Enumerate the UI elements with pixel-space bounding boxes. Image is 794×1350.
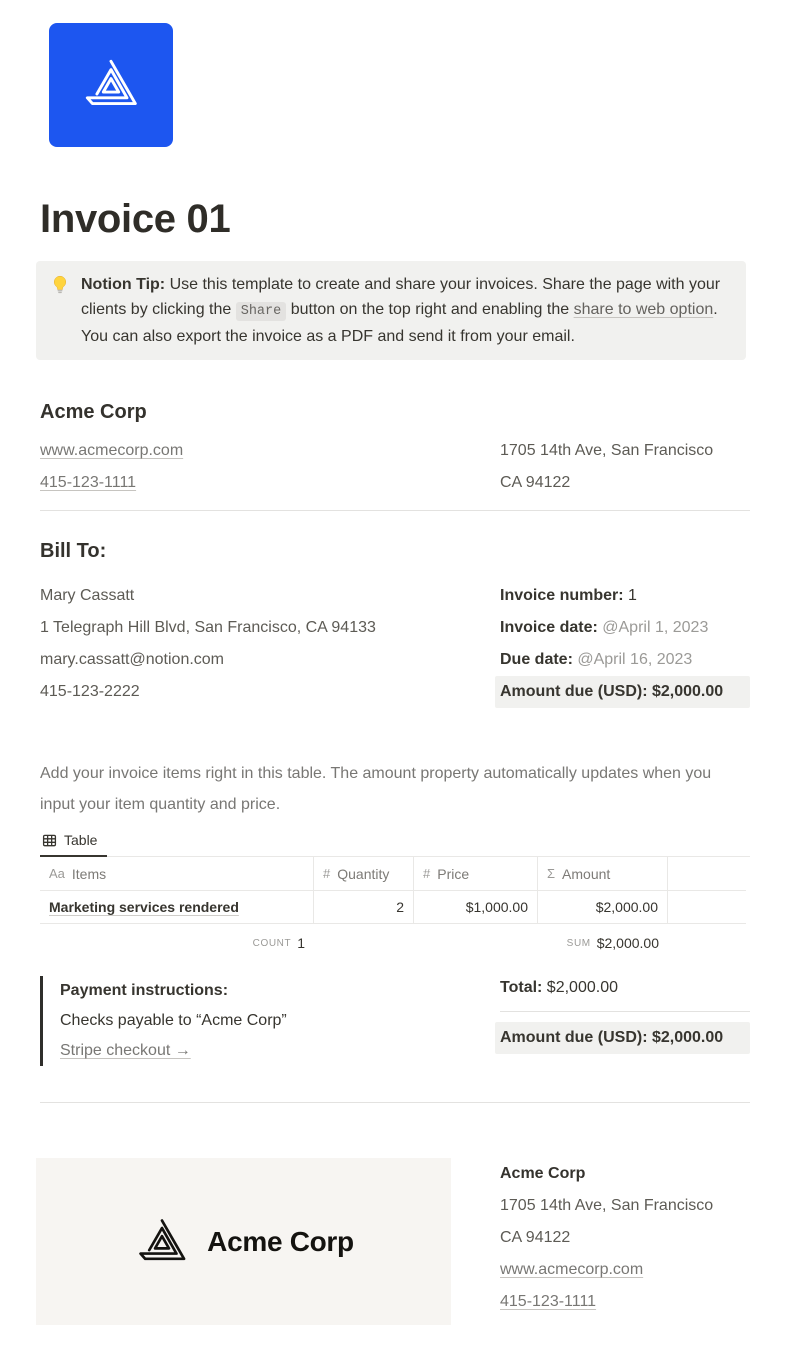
cell-amount[interactable] [537, 891, 667, 924]
client-name: Mary Cassatt [40, 587, 135, 604]
invoice-meta-col [500, 580, 750, 708]
footer-address-line2: CA 94122 [500, 1229, 571, 1246]
column-header-price[interactable] [413, 857, 537, 891]
company-contact-col [40, 435, 500, 499]
column-header-empty [667, 857, 746, 891]
database-view-tabs [40, 828, 750, 857]
number-type-icon: # [423, 866, 431, 881]
amount-due-value: $2,000.00 [647, 1029, 724, 1046]
row-title[interactable]: Marketing services rendered [49, 899, 239, 915]
notion-tip-callout [36, 261, 746, 360]
total-value: $2,000.00 [542, 979, 618, 996]
total-label: Total: [500, 979, 543, 996]
payment-instructions-line: Checks payable to “Acme Corp” [60, 1012, 287, 1029]
company-info-row [40, 435, 750, 499]
page-icon[interactable] [49, 23, 173, 147]
divider [40, 510, 750, 511]
tab-table-view[interactable] [40, 828, 107, 857]
calc-empty [667, 924, 746, 960]
payment-instructions-heading: Payment instructions: [60, 982, 229, 999]
count-value: 1 [297, 935, 305, 951]
column-header-quantity[interactable] [313, 857, 413, 891]
table-icon [42, 833, 57, 848]
bill-to-client-col [40, 580, 500, 708]
bill-to-heading: Bill To: [40, 540, 107, 562]
count-label: COUNT [252, 937, 292, 949]
footer-website-link[interactable]: www.acmecorp.com [500, 1261, 644, 1278]
lightbulb-icon [48, 272, 72, 297]
company-phone-link[interactable]: 415-123-1111 [40, 474, 137, 491]
company-website-link[interactable]: www.acmecorp.com [40, 442, 184, 459]
sum-calculation[interactable] [537, 924, 667, 960]
invoice-number-line [500, 580, 750, 612]
cell-price[interactable] [413, 891, 537, 924]
sum-label: SUM [566, 937, 591, 949]
callout-text-3: . You can also export the invoice as a PDF and send it from your email. [81, 301, 718, 345]
amount-due-highlight-bottom [495, 1022, 750, 1054]
callout-text-2: button on the top right and enabling the [286, 301, 574, 318]
callout-bold-prefix: Notion Tip: [81, 276, 166, 293]
footer-company-name: Acme Corp [500, 1165, 586, 1182]
cell-quantity[interactable] [313, 891, 413, 924]
footer-phone-link[interactable]: 415-123-1111 [500, 1293, 597, 1310]
count-calculation[interactable] [40, 924, 313, 960]
column-label: Amount [562, 865, 611, 882]
column-header-amount[interactable] [537, 857, 667, 891]
table-calculation-row [40, 924, 746, 960]
company-name-heading: Acme Corp [40, 401, 147, 423]
footer-company-info [500, 1158, 750, 1325]
amount-due-label: Amount due (USD): [500, 683, 648, 700]
cell-items[interactable] [40, 891, 313, 924]
company-address-col [500, 435, 750, 499]
invoice-date-line [500, 612, 750, 644]
callout-text [81, 272, 730, 349]
due-date-mention[interactable]: @April 16, 2023 [572, 651, 693, 668]
table-row [40, 891, 746, 924]
calc-empty [313, 924, 413, 960]
due-date-label: Due date: [500, 651, 573, 668]
tab-table-label: Table [64, 832, 98, 848]
penrose-triangle-icon [133, 1213, 191, 1271]
company-address-line2: CA 94122 [500, 474, 571, 491]
page-title[interactable]: Invoice 01 [40, 197, 231, 241]
column-label: Price [437, 865, 470, 882]
divider [500, 1011, 750, 1012]
price-value: $1,000.00 [465, 899, 528, 915]
share-to-web-link[interactable]: share to web option [573, 301, 714, 318]
amount-due-label: Amount due (USD): [500, 1029, 648, 1046]
company-address-line1: 1705 14th Ave, San Francisco [500, 442, 714, 459]
amount-due-highlight [495, 676, 750, 708]
client-phone: 415-123-2222 [40, 683, 140, 700]
footer-logo-text: Acme Corp [207, 1225, 354, 1257]
divider [40, 1102, 750, 1103]
stripe-checkout-link[interactable]: Stripe checkout → [60, 1042, 191, 1059]
calc-empty [413, 924, 537, 960]
amount-due-line [500, 676, 750, 708]
invoice-date-label: Invoice date: [500, 619, 598, 636]
share-button-chip: Share [236, 302, 287, 321]
due-date-line [500, 644, 750, 676]
column-label: Quantity [337, 865, 390, 882]
column-label: Items [71, 865, 107, 882]
footer [40, 1158, 750, 1325]
column-header-items[interactable] [40, 857, 313, 891]
invoice-items-table [40, 857, 746, 960]
client-address: 1 Telegraph Hill Blvd, San Francisco, CA 94133 [40, 619, 376, 636]
client-email: mary.cassatt@notion.com [40, 651, 225, 668]
text-type-icon: Aa [49, 866, 65, 881]
sum-value: $2,000.00 [596, 935, 659, 951]
totals-col [500, 976, 750, 1066]
amount-value: $2,000.00 [595, 899, 658, 915]
number-type-icon: # [323, 866, 331, 881]
table-header-row [40, 857, 746, 891]
invoice-page [40, 0, 750, 1325]
payment-instructions-quote [40, 976, 500, 1066]
invoice-number-label: Invoice number: [500, 587, 624, 604]
payment-totals-row [40, 976, 750, 1066]
total-line [500, 976, 750, 1000]
bill-to-row [40, 580, 750, 708]
penrose-triangle-icon [79, 53, 143, 117]
formula-type-icon: Σ [547, 866, 556, 881]
amount-due-value: $2,000.00 [647, 683, 724, 700]
footer-logo [36, 1158, 451, 1325]
quantity-value: 2 [396, 899, 404, 915]
invoice-number-value: 1 [623, 587, 637, 604]
cell-empty [667, 891, 746, 924]
footer-address-line1: 1705 14th Ave, San Francisco [500, 1197, 714, 1214]
callout-text-1: Use this template to create and share your invoices. Share the page with your clients by clicking the [81, 276, 721, 318]
invoice-date-mention[interactable]: @April 1, 2023 [597, 619, 709, 636]
items-intro-text: Add your invoice items right in this table. The amount property automatically updates when you input your item quantity and price. [40, 765, 712, 813]
